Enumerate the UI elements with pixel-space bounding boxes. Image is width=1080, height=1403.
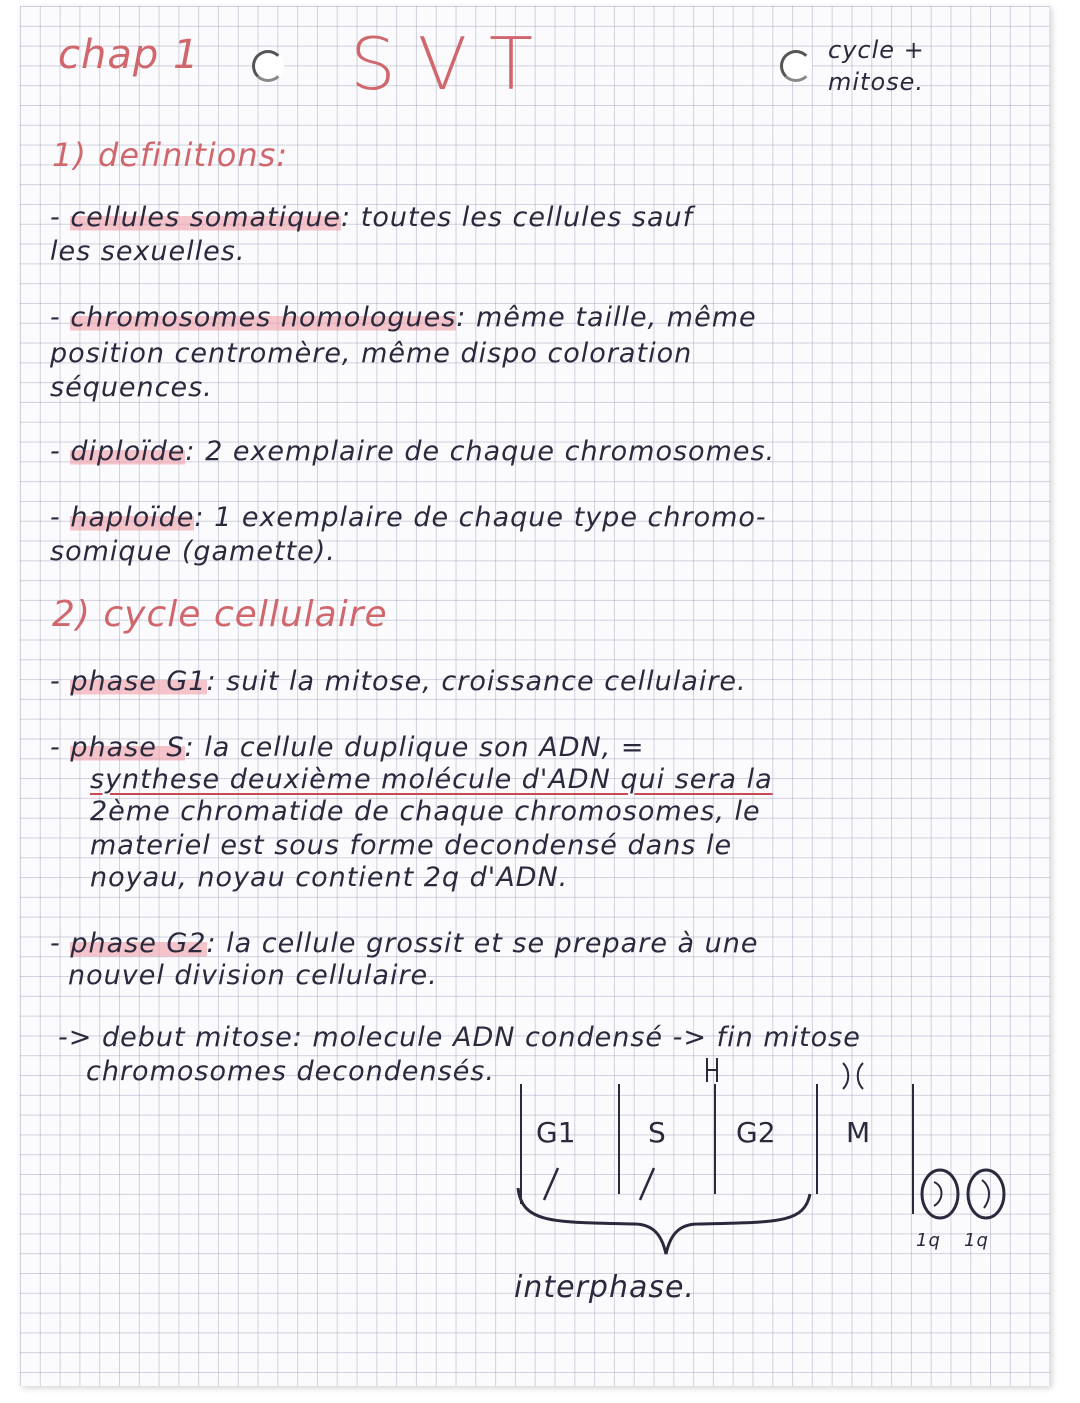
definition-text: les sexuelles. bbox=[50, 236, 246, 267]
phase-g1-entry: - phase G1: suit la mitose, croissance cellulaire. bbox=[50, 666, 747, 697]
definition-haploide: - haploïde: 1 exemplaire de chaque type chromo- bbox=[50, 502, 767, 533]
chapter-label: chap 1 bbox=[58, 32, 200, 78]
phase-text-line bbox=[90, 862, 1050, 894]
phase-text-line bbox=[90, 830, 1050, 862]
daughter-cells-icon bbox=[916, 1168, 1012, 1224]
phase-label-m: M bbox=[846, 1116, 871, 1149]
definition-line bbox=[50, 536, 1020, 568]
quantity-label: 1q bbox=[964, 1230, 989, 1251]
definition-text: : 1 exemplaire de chaque type chromo- bbox=[194, 502, 767, 533]
interphase-brace bbox=[514, 1184, 814, 1264]
definition-line bbox=[50, 236, 1020, 268]
chromosome-condensed-icon bbox=[838, 1060, 868, 1092]
term-phase-s: phase S bbox=[70, 732, 185, 763]
topic-line-1: cycle + bbox=[828, 36, 925, 64]
phase-text-line bbox=[68, 960, 1038, 992]
definition-somatique: - cellules somatique: toutes les cellules sauf bbox=[50, 202, 694, 233]
phase-text-line bbox=[90, 796, 1050, 828]
section-1-title: 1) definitions: bbox=[52, 136, 289, 174]
phase-text: materiel est sous forme decondensé dans le bbox=[90, 830, 733, 861]
definition-line bbox=[50, 338, 1020, 370]
section-2-title: 2) cycle cellulaire bbox=[52, 594, 388, 635]
definition-diploide: - diploïde: 2 exemplaire de chaque chromosomes. bbox=[50, 436, 776, 467]
diagram-divider bbox=[618, 1084, 620, 1194]
term-somatique: cellules somatique bbox=[70, 202, 342, 233]
term-homologues: chromosomes homologues bbox=[70, 302, 457, 333]
definition-text: : 2 exemplaire de chaque chromosomes. bbox=[185, 436, 776, 467]
diagram-divider bbox=[816, 1084, 818, 1194]
definition-text: : même taille, même bbox=[456, 302, 757, 333]
term-haploide: haploïde bbox=[70, 502, 195, 533]
binder-hole-left bbox=[252, 50, 284, 82]
definition-line bbox=[50, 372, 1020, 404]
phase-label-s: S bbox=[648, 1116, 666, 1149]
phase-text: : suit la mitose, croissance cellulaire. bbox=[206, 666, 747, 697]
phase-text: synthese deuxième molécule d'ADN qui sera la bbox=[90, 764, 773, 795]
definition-text: position centromère, même dispo coloration bbox=[50, 338, 693, 369]
chromosome-duplicated-icon bbox=[700, 1056, 724, 1084]
phase-s-entry: - phase S: la cellule duplique son ADN, = bbox=[50, 732, 645, 763]
term-diploide: diploïde bbox=[70, 436, 186, 467]
phase-text-line bbox=[90, 764, 1050, 796]
topic-line-2: mitose. bbox=[828, 68, 925, 96]
definition-homologues: - chromosomes homologues: même taille, même bbox=[50, 302, 757, 333]
term-phase-g2: phase G2 bbox=[70, 928, 207, 959]
notebook-page bbox=[20, 6, 1050, 1386]
interphase-label: interphase. bbox=[514, 1270, 695, 1305]
note-text: -> debut mitose: molecule ADN condensé -> fin mitose bbox=[58, 1022, 861, 1053]
diagram-divider bbox=[912, 1084, 914, 1214]
term-phase-g1: phase G1 bbox=[70, 666, 207, 697]
phase-text: : la cellule duplique son ADN, = bbox=[184, 732, 645, 763]
page-title: SVT bbox=[350, 22, 555, 106]
mitose-note bbox=[86, 1056, 1050, 1088]
phase-text: : la cellule grossit et se prepare à une bbox=[206, 928, 759, 959]
quantity-label: 1q bbox=[916, 1230, 941, 1251]
mitose-note bbox=[58, 1022, 1028, 1054]
definition-text: séquences. bbox=[50, 372, 213, 403]
diagram-divider bbox=[714, 1084, 716, 1194]
phase-text: noyau, noyau contient 2q d'ADN. bbox=[90, 862, 569, 893]
phase-label-g2: G2 bbox=[736, 1116, 776, 1149]
phase-label-g1: G1 bbox=[536, 1116, 576, 1149]
phase-g2-entry: - phase G2: la cellule grossit et se prepare à une bbox=[50, 928, 759, 959]
definition-text: : toutes les cellules sauf bbox=[341, 202, 694, 233]
note-text: chromosomes decondensés. bbox=[86, 1056, 495, 1087]
binder-hole-right bbox=[780, 50, 812, 82]
definition-text: somique (gamette). bbox=[50, 536, 336, 567]
phase-text: 2ème chromatide de chaque chromosomes, le bbox=[90, 796, 761, 827]
phase-text: nouvel division cellulaire. bbox=[68, 960, 438, 991]
